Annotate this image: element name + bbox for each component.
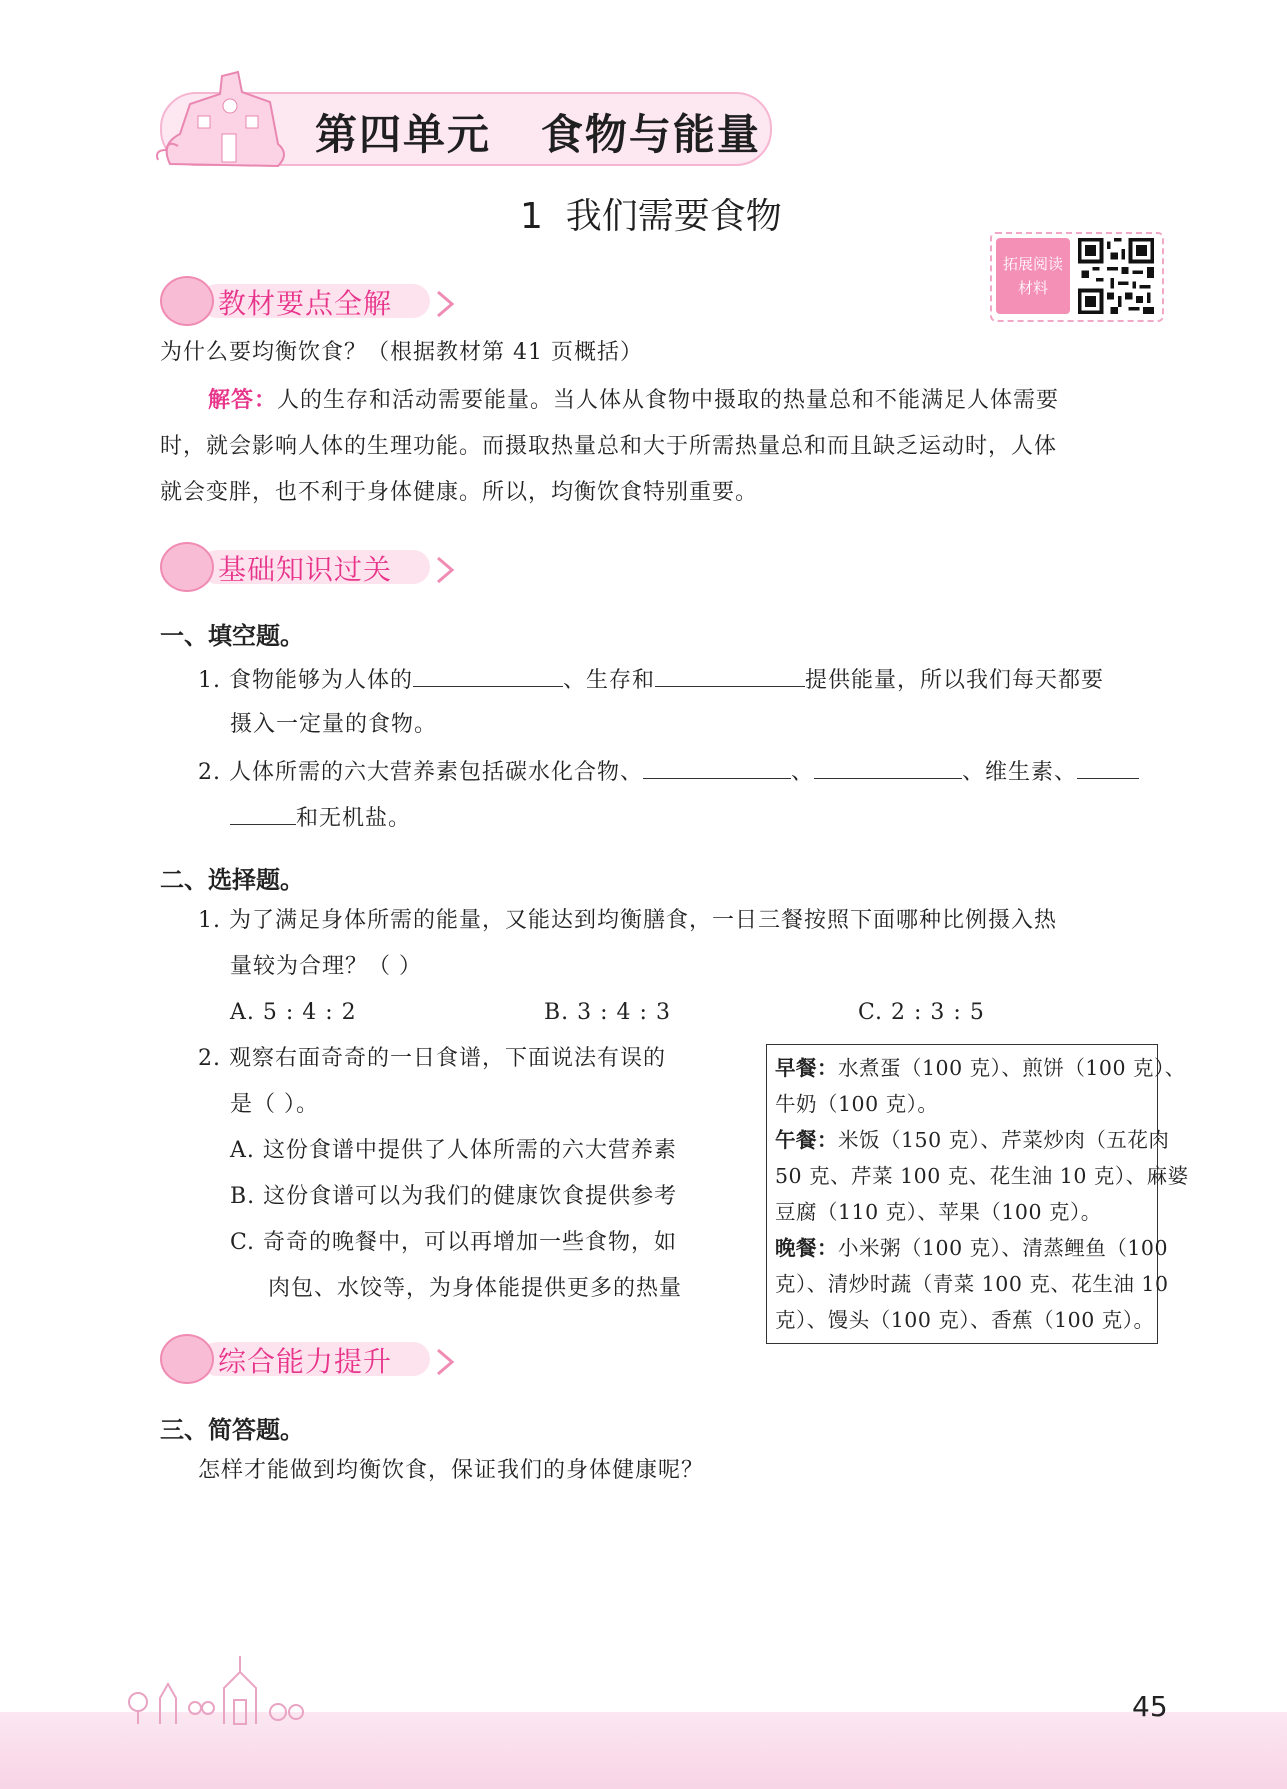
choice-heading: 二、选择题。 xyxy=(160,866,304,894)
arrow-decoration-icon xyxy=(436,290,456,318)
lesson-title: 1 我们需要食物 xyxy=(520,196,782,237)
fill-q2-text-a: 2. 人体所需的六大营养素包括碳水化合物、 xyxy=(198,760,643,785)
answer-line-2: 时，就会影响人体的生理功能。而摄取热量总和大于所需热量总和而且缺乏运动时，人体 xyxy=(160,434,1058,459)
menu-breakfast-text-1: 水煮蛋（100 克）、煎饼（100 克）、 xyxy=(838,1056,1186,1080)
menu-dinner-label: 晚餐： xyxy=(775,1236,838,1260)
fill-q1-text-b: 、生存和 xyxy=(562,668,655,693)
menu-dinner-line-2: 克）、清炒时蔬（青菜 100 克、花生油 10 xyxy=(775,1272,1169,1296)
cartoon-face-icon xyxy=(160,542,214,592)
unit-title: 第四单元 食物与能量 xyxy=(315,110,761,159)
fill-q2-text-b: 、 xyxy=(791,760,815,785)
menu-lunch-label: 午餐： xyxy=(775,1128,838,1152)
menu-dinner-line-1 xyxy=(775,1233,1168,1263)
answer-line-1 xyxy=(208,386,1059,416)
page-number: 45 xyxy=(1132,1690,1168,1723)
qr-label[interactable] xyxy=(996,238,1070,314)
section-header-basics xyxy=(160,542,460,590)
answer-blank[interactable] xyxy=(643,756,791,779)
menu-lunch-text-1: 米饭（150 克）、芹菜炒肉（五花肉 xyxy=(838,1128,1170,1152)
menu-lunch-line-3: 豆腐（110 克）、苹果（100 克）。 xyxy=(775,1200,1102,1224)
qr-label-line1: 拓展阅读 xyxy=(1002,255,1063,273)
menu-lunch-line-1 xyxy=(775,1125,1169,1155)
answer-blank[interactable] xyxy=(655,664,805,687)
choice-question-2: 2. 观察右面奇奇的一日食谱，下面说法有误的 xyxy=(198,1046,666,1071)
choice-q2-option-a[interactable]: A. 这份食谱中提供了人体所需的六大营养素 xyxy=(230,1138,677,1163)
choice-q2-option-c-continued: 肉包、水饺等，为身体能提供更多的热量 xyxy=(268,1276,683,1301)
menu-breakfast-line-2: 牛奶（100 克）。 xyxy=(775,1092,939,1116)
answer-label: 解答： xyxy=(208,388,278,413)
answer-blank[interactable] xyxy=(1077,756,1139,779)
fill-q2-text-c: 、维生素、 xyxy=(962,760,1078,785)
menu-dinner-line-3: 克）、馒头（100 克）、香蕉（100 克）。 xyxy=(775,1308,1155,1332)
answer-blank[interactable] xyxy=(413,664,563,687)
menu-breakfast-label: 早餐： xyxy=(775,1056,838,1080)
textbook-question: 为什么要均衡饮食？（根据教材第 41 页概括） xyxy=(160,340,643,365)
qr-code-icon[interactable] xyxy=(1078,238,1154,314)
section-title: 基础知识过关 xyxy=(218,553,393,586)
arrow-decoration-icon xyxy=(436,1348,456,1376)
choice-q2-option-c[interactable]: C. 奇奇的晚餐中，可以再增加一些食物，如 xyxy=(230,1230,678,1255)
choice-q1-continued: 量较为合理？（ ） xyxy=(230,954,422,979)
choice-q2-continued: 是（ ）。 xyxy=(230,1092,319,1117)
section-header-textbook xyxy=(160,276,460,324)
short-answer-heading: 三、简答题。 xyxy=(160,1416,304,1444)
choice-q2-option-b[interactable]: B. 这份食谱可以为我们的健康饮食提供参考 xyxy=(230,1184,678,1209)
fill-question-1 xyxy=(198,664,1104,696)
choice-q1-option-c[interactable]: C. 2 : 3 : 5 xyxy=(858,1000,985,1025)
arrow-decoration-icon xyxy=(436,556,456,584)
menu-dinner-text-1: 小米粥（100 克）、清蒸鲤鱼（100 xyxy=(838,1236,1169,1260)
short-answer-question: 怎样才能做到均衡饮食，保证我们的身体健康呢？ xyxy=(198,1458,705,1483)
qr-label-line2: 材料 xyxy=(1017,279,1048,297)
answer-line-3: 就会变胖，也不利于身体健康。所以，均衡饮食特别重要。 xyxy=(160,480,759,505)
town-illustration-icon xyxy=(120,1646,310,1726)
fill-q2-text-d: 和无机盐。 xyxy=(296,806,412,831)
choice-question-1: 1. 为了满足身体所需的能量，又能达到均衡膳食，一日三餐按照下面哪种比例摄入热 xyxy=(198,908,1057,933)
cartoon-face-icon xyxy=(160,1334,214,1384)
choice-q1-option-a[interactable]: A. 5 : 4 : 2 xyxy=(230,1000,357,1025)
answer-blank[interactable] xyxy=(814,756,962,779)
fill-q1-continued: 摄入一定量的食物。 xyxy=(230,712,438,737)
fill-question-2 xyxy=(198,756,1139,788)
answer-text-1: 人的生存和活动需要能量。当人体从食物中摄取的热量总和不能满足人体需要 xyxy=(277,388,1060,413)
fill-in-heading: 一、填空题。 xyxy=(160,622,304,650)
cartoon-face-icon xyxy=(160,276,214,326)
answer-blank[interactable] xyxy=(230,802,296,825)
fill-q1-text-c: 提供能量，所以我们每天都要 xyxy=(805,668,1105,693)
section-header-advanced xyxy=(160,1334,460,1382)
choice-q1-option-b[interactable]: B. 3 : 4 : 3 xyxy=(544,1000,671,1025)
section-title: 教材要点全解 xyxy=(218,287,393,320)
fill-q2-continued xyxy=(230,802,411,834)
menu-lunch-line-2: 50 克、芹菜 100 克、花生油 10 克）、麻婆 xyxy=(775,1164,1189,1188)
building-illustration-icon xyxy=(150,64,300,174)
fill-q1-text-a: 1. 食物能够为人体的 xyxy=(198,668,413,693)
section-title: 综合能力提升 xyxy=(218,1345,393,1378)
menu-box xyxy=(766,1044,1189,1344)
menu-breakfast-line-1 xyxy=(775,1053,1186,1083)
